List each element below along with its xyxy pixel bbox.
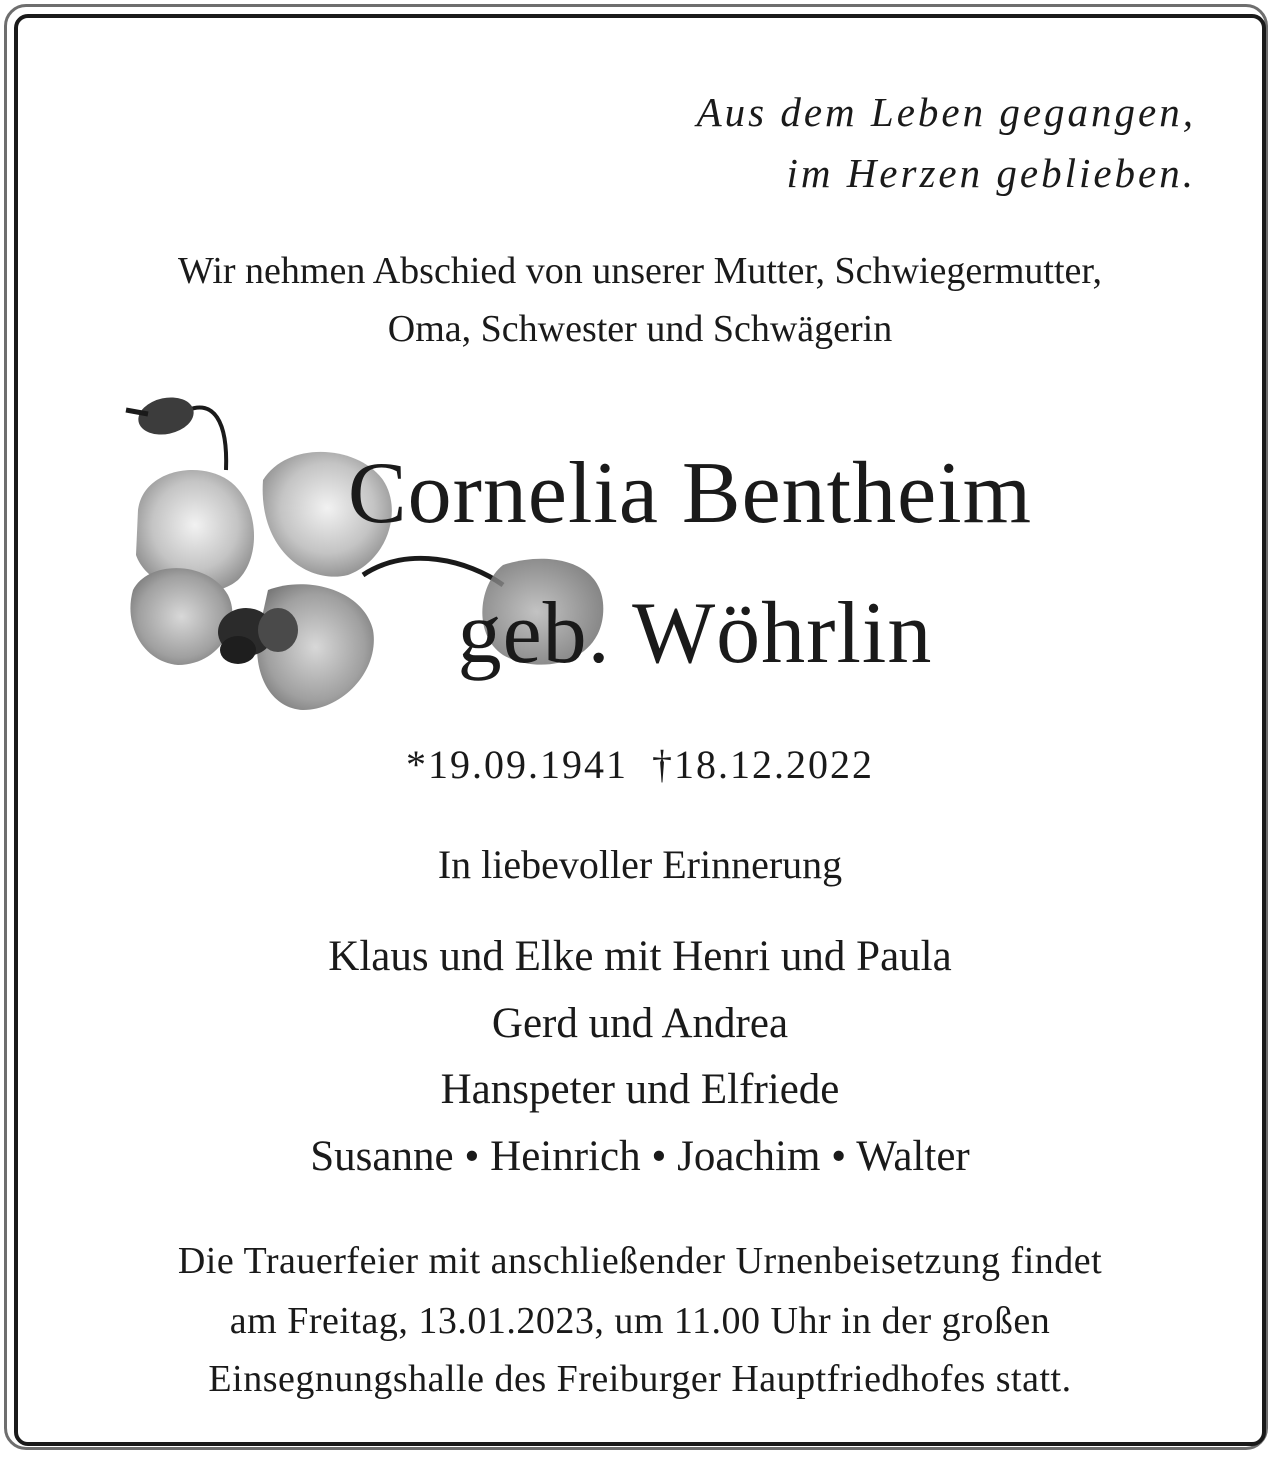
- inner-frame: [14, 14, 1266, 1446]
- ceremony-line-3: Einsegnungshalle des Freiburger Hauptfriedhofes statt.: [208, 1358, 1072, 1400]
- orchid-branch: [363, 558, 503, 585]
- motto-line-1: Aus dem Leben gegangen,: [696, 89, 1196, 135]
- life-dates: *19.09.1941 †18.12.2022: [406, 742, 874, 787]
- motto-line-2: im Herzen geblieben.: [786, 150, 1196, 196]
- deceased-birth-name: geb. Wöhrlin: [457, 585, 933, 682]
- ceremony-line-2: am Freitag, 13.01.2023, um 11.00 Uhr in der großen: [229, 1300, 1051, 1342]
- intro-line-2: Oma, Schwester und Schwägerin: [387, 308, 893, 350]
- intro-line-1: Wir nehmen Abschied von unserer Mutter, Schwiegermutter,: [177, 250, 1103, 292]
- ceremony-line-1: Die Trauerfeier mit anschließender Urnenbeisetzung findet: [177, 1240, 1103, 1282]
- deceased-name: Cornelia Bentheim: [347, 445, 1033, 542]
- family-line-3: Hanspeter und Elfriede: [440, 1066, 840, 1113]
- family-line-1: Klaus und Elke mit Henri und Paula: [328, 933, 952, 980]
- orchid-bud: [135, 393, 197, 440]
- family-line-4: Susanne • Heinrich • Joachim • Walter: [310, 1133, 970, 1180]
- memory-line: In liebevoller Erinnerung: [437, 842, 843, 887]
- family-line-2: Gerd und Andrea: [491, 1000, 789, 1047]
